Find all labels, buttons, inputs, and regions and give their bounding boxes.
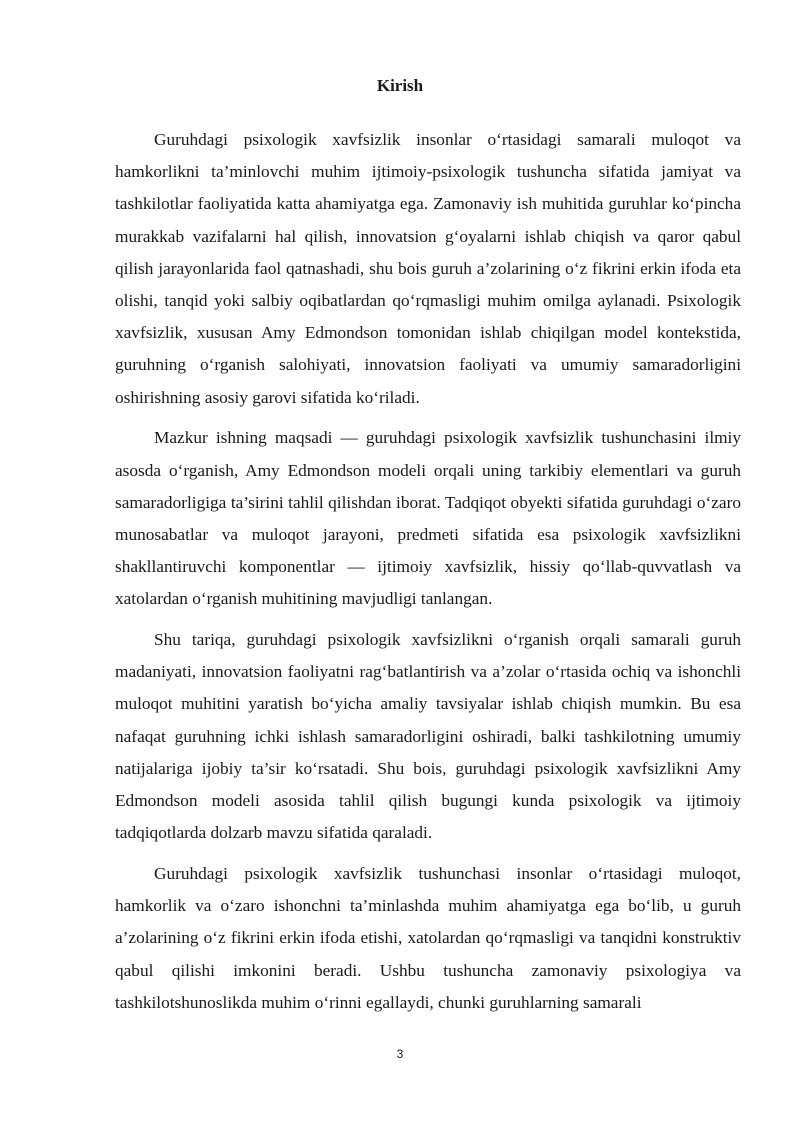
paragraph-4: Guruhdagi psixologik xavfsizlik tushunchasi insonlar o‘rtasidagi muloqot, hamkorlik va o‘zaro ishonchni ta’minlashda muhim ahamiyatga ega bo‘lib, u guruh a’zolarining o‘z fikrini erkin ifoda etishi, xatolardan qo‘rqmasligi va tanqidni konstruktiv qabul qilishi imkonini beradi. Ushbu tushuncha zamonaviy psixologiya va tashkilotshunoslikda muhim o‘rinni egallaydi, chunki guruhlarning samarali — [115, 863, 741, 1012]
paragraph-1: Guruhdagi psixologik xavfsizlik insonlar o‘rtasidagi samarali muloqot va hamkorlikni ta’minlovchi muhim ijtimoiy-psixologik tushuncha sifatida jamiyat va tashkilotlar faoliyatida katta ahamiyatga ega. Zamonaviy ish muhitida guruhlar ko‘pincha murakkab vazifalarni hal qilish, innovatsion g‘oyalarni ishlab chiqish va qaror qabul qilish jarayonlarida faol qatnashadi, shu bois guruh a’zolarining o‘z fikrini erkin ifoda eta olishi, tanqid yoki salbiy oqibatlardan qo‘rqmasligi muhim omilga aylanadi. Psixologik xavfsizlik, xususan Amy Edmondson tomonidan ishlab chiqilgan model kontekstida, guruhning o‘rganish salohiyati, innovatsion faoliyati va umumiy samaradorligini oshirishning asosiy garovi sifatida ko‘riladi. — [115, 130, 741, 407]
body-text — [115, 124, 741, 1027]
page-number: 3 — [396, 1047, 404, 1061]
section-title: Kirish — [376, 76, 424, 95]
paragraph-2: Mazkur ishning maqsadi — guruhdagi psixologik xavfsizlik tushunchasini ilmiy asosda o‘rganish, Amy Edmondson modeli orqali uning tarkibiy elementlari va guruh samaradorligiga ta’sirini tahlil qilishdan iborat. Tadqiqot obyekti sifatida guruhdagi o‘zaro munosabatlar va muloqot jarayoni, predmeti sifatida esa psixologik xavfsizlikni shakllantiruvchi komponentlar — ijtimoiy xavfsizlik, hissiy qo‘llab-quvvatlash va xatolardan o‘rganish muhitining mavjudligi tanlangan. — [115, 428, 741, 609]
paragraph-3: Shu tariqa, guruhdagi psixologik xavfsizlikni o‘rganish orqali samarali guruh madaniyati, innovatsion faoliyatni rag‘batlantirish va a’zolar o‘rtasida ochiq va ishonchli muloqot muhitini yaratish bo‘yicha amaliy tavsiyalar ishlab chiqish mumkin. Bu esa nafaqat guruhning ichki ishlash samaradorligini oshiradi, balki tashkilotning umumiy natijalariga ijobiy ta’sir ko‘rsatadi. Shu bois, guruhdagi psixologik xavfsizlikni Amy Edmondson modeli asosida tahlil qilish bugungi kunda psixologik va ijtimoiy tadqiqotlarda dolzarb mavzu sifatida qaraladi. — [115, 630, 741, 843]
